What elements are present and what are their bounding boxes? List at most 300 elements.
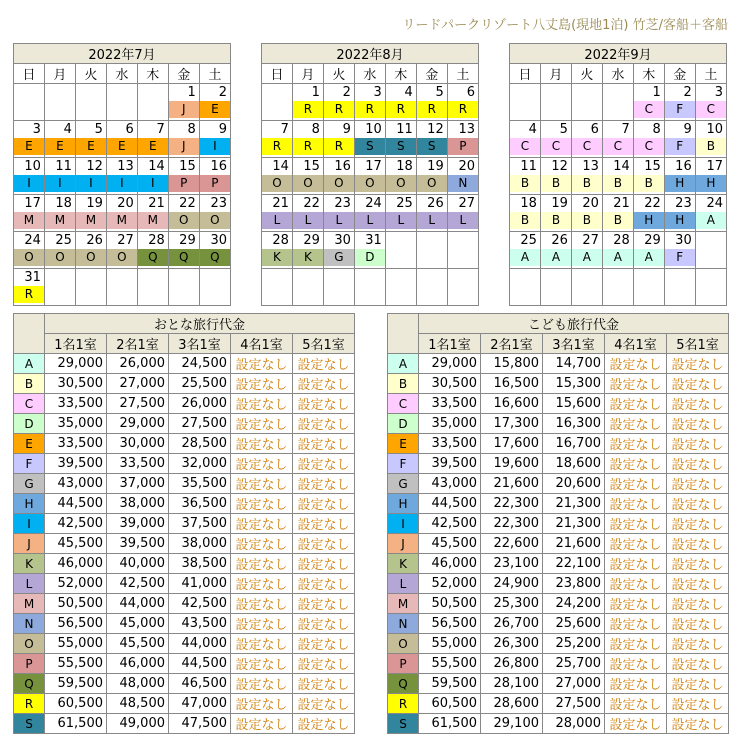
price-code-badge: B bbox=[634, 175, 664, 192]
day-cell bbox=[137, 232, 168, 269]
day-number: 27 bbox=[117, 233, 134, 248]
day-cell bbox=[447, 84, 478, 121]
price-value: 27,500 bbox=[543, 694, 605, 714]
price-value: 22,300 bbox=[481, 514, 543, 534]
weekday-label: 木 bbox=[633, 64, 664, 84]
price-value: 28,000 bbox=[543, 714, 605, 734]
price-code-badge: O bbox=[200, 212, 230, 229]
price-code-cell: H bbox=[14, 494, 45, 514]
price-value: 33,500 bbox=[419, 394, 481, 414]
day-cell bbox=[292, 158, 323, 195]
day-cell bbox=[14, 195, 45, 232]
empty-day-cell bbox=[106, 84, 137, 121]
day-number: 10 bbox=[24, 159, 41, 174]
price-code-badge: C bbox=[541, 138, 571, 155]
price-code-badge: A bbox=[696, 212, 726, 229]
not-set-cell: 設定なし bbox=[293, 694, 355, 714]
price-value: 16,600 bbox=[481, 394, 543, 414]
day-number: 17 bbox=[706, 159, 723, 174]
day-cell bbox=[137, 195, 168, 232]
empty-day-cell bbox=[106, 269, 137, 306]
day-cell bbox=[385, 195, 416, 232]
price-code-cell: A bbox=[388, 354, 419, 374]
day-number: 3 bbox=[714, 85, 723, 100]
day-number: 15 bbox=[179, 159, 196, 174]
weekday-label: 月 bbox=[44, 64, 75, 84]
day-cell bbox=[695, 158, 726, 195]
not-set-cell: 設定なし bbox=[293, 414, 355, 434]
price-code-badge: B bbox=[572, 175, 602, 192]
price-value: 25,200 bbox=[543, 634, 605, 654]
price-code-cell: N bbox=[388, 614, 419, 634]
day-number: 16 bbox=[210, 159, 227, 174]
week-row bbox=[510, 195, 727, 232]
not-set-cell: 設定なし bbox=[667, 514, 729, 534]
price-value: 27,000 bbox=[543, 674, 605, 694]
empty-day-cell bbox=[633, 269, 664, 306]
price-value: 41,000 bbox=[169, 574, 231, 594]
day-cell bbox=[602, 195, 633, 232]
price-row bbox=[388, 614, 729, 634]
empty-day-cell bbox=[447, 232, 478, 269]
empty-day-cell bbox=[168, 269, 199, 306]
empty-day-cell bbox=[292, 269, 323, 306]
day-number: 23 bbox=[675, 196, 692, 211]
day-number: 16 bbox=[334, 159, 351, 174]
not-set-cell: 設定なし bbox=[231, 494, 293, 514]
day-cell bbox=[75, 232, 106, 269]
price-code-badge: M bbox=[14, 212, 44, 229]
child-price-table bbox=[387, 313, 729, 734]
not-set-cell: 設定なし bbox=[293, 614, 355, 634]
price-code-badge: O bbox=[324, 175, 354, 192]
day-cell bbox=[14, 269, 45, 306]
price-code-badge: R bbox=[14, 286, 44, 303]
price-code-badge: G bbox=[324, 249, 354, 266]
not-set-cell: 設定なし bbox=[605, 494, 667, 514]
price-code-badge: C bbox=[510, 138, 540, 155]
price-value: 26,300 bbox=[481, 634, 543, 654]
not-set-cell: 設定なし bbox=[293, 594, 355, 614]
price-code-badge: E bbox=[45, 138, 75, 155]
price-value: 24,200 bbox=[543, 594, 605, 614]
room-header-row bbox=[14, 334, 355, 354]
day-cell bbox=[354, 195, 385, 232]
price-code-badge: R bbox=[324, 101, 354, 118]
price-code-badge: I bbox=[200, 138, 230, 155]
price-code-badge: I bbox=[76, 175, 106, 192]
week-row bbox=[510, 84, 727, 121]
not-set-cell: 設定なし bbox=[667, 634, 729, 654]
empty-day-cell bbox=[447, 269, 478, 306]
day-cell bbox=[447, 121, 478, 158]
price-row bbox=[388, 354, 729, 374]
price-code-badge: R bbox=[293, 101, 323, 118]
empty-day-cell bbox=[571, 84, 602, 121]
not-set-cell: 設定なし bbox=[231, 554, 293, 574]
price-value: 30,000 bbox=[107, 434, 169, 454]
price-row bbox=[14, 514, 355, 534]
empty-day-cell bbox=[602, 269, 633, 306]
day-number: 30 bbox=[210, 233, 227, 248]
price-code-cell: E bbox=[388, 434, 419, 454]
price-row bbox=[388, 454, 729, 474]
day-cell bbox=[540, 121, 571, 158]
price-row bbox=[14, 694, 355, 714]
day-cell bbox=[385, 84, 416, 121]
day-cell bbox=[510, 232, 541, 269]
empty-day-cell bbox=[540, 269, 571, 306]
price-row bbox=[388, 694, 729, 714]
empty-day-cell bbox=[664, 269, 695, 306]
price-row bbox=[14, 594, 355, 614]
day-number: 4 bbox=[404, 85, 413, 100]
week-row bbox=[510, 269, 727, 306]
price-code-badge: M bbox=[45, 212, 75, 229]
day-number: 3 bbox=[32, 122, 41, 137]
price-value: 21,300 bbox=[543, 514, 605, 534]
day-cell bbox=[354, 232, 385, 269]
price-code-badge: L bbox=[448, 212, 478, 229]
price-code-badge: O bbox=[107, 249, 137, 266]
price-code-badge: J bbox=[169, 138, 199, 155]
price-code-badge: B bbox=[603, 175, 633, 192]
price-value: 38,000 bbox=[169, 534, 231, 554]
weekday-row bbox=[510, 64, 727, 84]
price-value: 38,000 bbox=[107, 494, 169, 514]
not-set-cell: 設定なし bbox=[605, 694, 667, 714]
price-value: 47,000 bbox=[169, 694, 231, 714]
week-row bbox=[262, 232, 479, 269]
price-code-badge: O bbox=[386, 175, 416, 192]
day-cell bbox=[262, 121, 293, 158]
not-set-cell: 設定なし bbox=[667, 414, 729, 434]
not-set-cell: 設定なし bbox=[605, 634, 667, 654]
week-row bbox=[510, 121, 727, 158]
price-value: 19,600 bbox=[481, 454, 543, 474]
price-row bbox=[388, 474, 729, 494]
price-value: 46,000 bbox=[107, 654, 169, 674]
price-value: 37,500 bbox=[169, 514, 231, 534]
not-set-cell: 設定なし bbox=[293, 474, 355, 494]
price-value: 33,500 bbox=[107, 454, 169, 474]
price-value: 39,500 bbox=[419, 454, 481, 474]
price-code-badge: C bbox=[634, 101, 664, 118]
price-value: 60,500 bbox=[45, 694, 107, 714]
price-code-badge: F bbox=[665, 101, 695, 118]
price-code-badge: R bbox=[386, 101, 416, 118]
price-value: 28,100 bbox=[481, 674, 543, 694]
price-code-badge: R bbox=[417, 101, 447, 118]
day-number: 10 bbox=[365, 122, 382, 137]
price-row bbox=[14, 674, 355, 694]
price-value: 39,500 bbox=[45, 454, 107, 474]
day-number: 18 bbox=[55, 196, 72, 211]
price-code-badge: J bbox=[169, 101, 199, 118]
day-number: 25 bbox=[55, 233, 72, 248]
price-code-badge: M bbox=[138, 212, 168, 229]
day-cell bbox=[323, 232, 354, 269]
not-set-cell: 設定なし bbox=[667, 494, 729, 514]
day-cell bbox=[168, 158, 199, 195]
price-code-badge: B bbox=[510, 212, 540, 229]
price-code-cell: B bbox=[14, 374, 45, 394]
price-value: 26,800 bbox=[481, 654, 543, 674]
not-set-cell: 設定なし bbox=[293, 494, 355, 514]
not-set-cell: 設定なし bbox=[231, 374, 293, 394]
day-number: 1 bbox=[187, 85, 196, 100]
day-number: 29 bbox=[644, 233, 661, 248]
price-code-cell: D bbox=[14, 414, 45, 434]
price-row bbox=[388, 394, 729, 414]
day-cell bbox=[416, 84, 447, 121]
day-number: 19 bbox=[551, 196, 568, 211]
day-number: 12 bbox=[427, 122, 444, 137]
room-type-header: 3名1室 bbox=[169, 334, 231, 354]
week-row bbox=[262, 158, 479, 195]
price-value: 30,500 bbox=[45, 374, 107, 394]
day-number: 21 bbox=[272, 196, 289, 211]
not-set-cell: 設定なし bbox=[231, 474, 293, 494]
room-type-header: 3名1室 bbox=[543, 334, 605, 354]
not-set-cell: 設定なし bbox=[231, 694, 293, 714]
calendar-september bbox=[509, 43, 727, 306]
day-number: 27 bbox=[582, 233, 599, 248]
day-cell bbox=[385, 158, 416, 195]
not-set-cell: 設定なし bbox=[667, 374, 729, 394]
day-number: 4 bbox=[528, 122, 537, 137]
price-code-badge: O bbox=[355, 175, 385, 192]
price-code-badge: A bbox=[634, 249, 664, 266]
day-number: 20 bbox=[458, 159, 475, 174]
price-row bbox=[388, 374, 729, 394]
week-row bbox=[14, 195, 231, 232]
not-set-cell: 設定なし bbox=[231, 534, 293, 554]
price-table-title: こども旅行代金 bbox=[419, 314, 729, 334]
day-cell bbox=[571, 158, 602, 195]
price-value: 55,000 bbox=[419, 634, 481, 654]
price-row bbox=[14, 654, 355, 674]
price-value: 36,500 bbox=[169, 494, 231, 514]
calendar-header-row bbox=[262, 44, 479, 64]
not-set-cell: 設定なし bbox=[231, 354, 293, 374]
price-code-badge: I bbox=[138, 175, 168, 192]
weekday-label: 金 bbox=[168, 64, 199, 84]
week-row bbox=[14, 269, 231, 306]
day-number: 30 bbox=[675, 233, 692, 248]
price-code-badge: O bbox=[14, 249, 44, 266]
price-code-badge: O bbox=[76, 249, 106, 266]
price-code-badge: L bbox=[386, 212, 416, 229]
price-value: 23,100 bbox=[481, 554, 543, 574]
day-number: 22 bbox=[303, 196, 320, 211]
price-code-badge: Q bbox=[169, 249, 199, 266]
price-code-badge: O bbox=[262, 175, 292, 192]
week-row bbox=[262, 195, 479, 232]
day-number: 31 bbox=[365, 233, 382, 248]
price-code-badge: P bbox=[448, 138, 478, 155]
day-cell bbox=[137, 158, 168, 195]
price-value: 15,300 bbox=[543, 374, 605, 394]
price-code-badge: L bbox=[355, 212, 385, 229]
day-number: 20 bbox=[117, 196, 134, 211]
not-set-cell: 設定なし bbox=[667, 574, 729, 594]
price-row bbox=[14, 354, 355, 374]
price-row bbox=[14, 394, 355, 414]
price-code-cell: D bbox=[388, 414, 419, 434]
not-set-cell: 設定なし bbox=[293, 394, 355, 414]
price-code-badge: K bbox=[262, 249, 292, 266]
not-set-cell: 設定なし bbox=[605, 574, 667, 594]
price-value: 29,000 bbox=[45, 354, 107, 374]
empty-day-cell bbox=[510, 269, 541, 306]
price-value: 33,500 bbox=[45, 434, 107, 454]
day-number: 8 bbox=[652, 122, 661, 137]
price-value: 45,500 bbox=[107, 634, 169, 654]
price-code-badge: A bbox=[603, 249, 633, 266]
weekday-label: 土 bbox=[199, 64, 230, 84]
price-row bbox=[388, 534, 729, 554]
price-code-badge: R bbox=[324, 138, 354, 155]
price-code-badge: E bbox=[200, 101, 230, 118]
day-cell bbox=[510, 195, 541, 232]
price-value: 24,500 bbox=[169, 354, 231, 374]
price-code-badge: L bbox=[324, 212, 354, 229]
price-value: 59,500 bbox=[419, 674, 481, 694]
price-value: 28,600 bbox=[481, 694, 543, 714]
price-code-cell: E bbox=[14, 434, 45, 454]
price-value: 16,500 bbox=[481, 374, 543, 394]
price-row bbox=[14, 474, 355, 494]
price-value: 45,500 bbox=[45, 534, 107, 554]
day-number: 15 bbox=[644, 159, 661, 174]
empty-day-cell bbox=[510, 84, 541, 121]
day-cell bbox=[292, 232, 323, 269]
weekday-label: 火 bbox=[75, 64, 106, 84]
price-code-badge: E bbox=[14, 138, 44, 155]
day-cell bbox=[106, 195, 137, 232]
price-code-badge: M bbox=[107, 212, 137, 229]
price-code-badge: L bbox=[417, 212, 447, 229]
day-number: 29 bbox=[303, 233, 320, 248]
price-row bbox=[14, 554, 355, 574]
price-row bbox=[388, 514, 729, 534]
price-value: 42,500 bbox=[107, 574, 169, 594]
day-cell bbox=[354, 158, 385, 195]
day-cell bbox=[540, 195, 571, 232]
day-cell bbox=[354, 84, 385, 121]
price-row bbox=[14, 614, 355, 634]
not-set-cell: 設定なし bbox=[231, 634, 293, 654]
day-cell bbox=[75, 195, 106, 232]
day-cell bbox=[323, 121, 354, 158]
calendar-month-title: 2022年9月 bbox=[510, 44, 727, 64]
not-set-cell: 設定なし bbox=[293, 514, 355, 534]
price-value: 20,600 bbox=[543, 474, 605, 494]
day-number: 21 bbox=[613, 196, 630, 211]
empty-day-cell bbox=[323, 269, 354, 306]
day-cell bbox=[262, 195, 293, 232]
price-code-badge: S bbox=[355, 138, 385, 155]
not-set-cell: 設定なし bbox=[605, 554, 667, 574]
weekday-label: 日 bbox=[510, 64, 541, 84]
price-value: 27,500 bbox=[107, 394, 169, 414]
day-number: 12 bbox=[86, 159, 103, 174]
room-type-header: 5名1室 bbox=[293, 334, 355, 354]
price-value: 21,600 bbox=[481, 474, 543, 494]
not-set-cell: 設定なし bbox=[667, 474, 729, 494]
not-set-cell: 設定なし bbox=[293, 374, 355, 394]
price-code-badge: M bbox=[76, 212, 106, 229]
day-cell bbox=[199, 195, 230, 232]
price-value: 26,700 bbox=[481, 614, 543, 634]
price-value: 60,500 bbox=[419, 694, 481, 714]
not-set-cell: 設定なし bbox=[667, 674, 729, 694]
day-cell bbox=[385, 121, 416, 158]
week-row bbox=[262, 269, 479, 306]
day-number: 1 bbox=[652, 85, 661, 100]
week-row bbox=[14, 232, 231, 269]
price-code-badge: E bbox=[107, 138, 137, 155]
not-set-cell: 設定なし bbox=[293, 634, 355, 654]
price-code-badge: B bbox=[541, 212, 571, 229]
day-number: 2 bbox=[218, 85, 227, 100]
day-cell bbox=[633, 158, 664, 195]
price-value: 38,500 bbox=[169, 554, 231, 574]
price-value: 48,000 bbox=[107, 674, 169, 694]
price-code-badge: L bbox=[262, 212, 292, 229]
day-cell bbox=[416, 121, 447, 158]
price-code-badge: Q bbox=[200, 249, 230, 266]
weekday-label: 土 bbox=[447, 64, 478, 84]
price-value: 40,000 bbox=[107, 554, 169, 574]
day-number: 9 bbox=[218, 122, 227, 137]
weekday-label: 日 bbox=[262, 64, 293, 84]
price-row bbox=[14, 634, 355, 654]
not-set-cell: 設定なし bbox=[605, 714, 667, 734]
weekday-label: 火 bbox=[323, 64, 354, 84]
price-code-badge: C bbox=[603, 138, 633, 155]
price-title-row bbox=[388, 314, 729, 334]
price-code-badge: B bbox=[696, 138, 726, 155]
price-value: 15,600 bbox=[543, 394, 605, 414]
day-number: 19 bbox=[427, 159, 444, 174]
room-type-header: 1名1室 bbox=[419, 334, 481, 354]
week-row bbox=[14, 158, 231, 195]
weekday-label: 月 bbox=[292, 64, 323, 84]
price-code-badge: C bbox=[634, 138, 664, 155]
day-number: 9 bbox=[683, 122, 692, 137]
day-cell bbox=[633, 121, 664, 158]
not-set-cell: 設定なし bbox=[605, 414, 667, 434]
price-row bbox=[14, 494, 355, 514]
day-number: 11 bbox=[55, 159, 72, 174]
not-set-cell: 設定なし bbox=[231, 594, 293, 614]
not-set-cell: 設定なし bbox=[667, 554, 729, 574]
price-code-cell: O bbox=[14, 634, 45, 654]
day-cell bbox=[75, 121, 106, 158]
day-number: 28 bbox=[272, 233, 289, 248]
day-cell bbox=[292, 121, 323, 158]
day-number: 9 bbox=[342, 122, 351, 137]
price-value: 46,500 bbox=[169, 674, 231, 694]
day-cell bbox=[510, 121, 541, 158]
price-code-badge: H bbox=[634, 212, 664, 229]
price-row bbox=[388, 494, 729, 514]
day-number: 28 bbox=[148, 233, 165, 248]
not-set-cell: 設定なし bbox=[605, 534, 667, 554]
day-cell bbox=[602, 158, 633, 195]
